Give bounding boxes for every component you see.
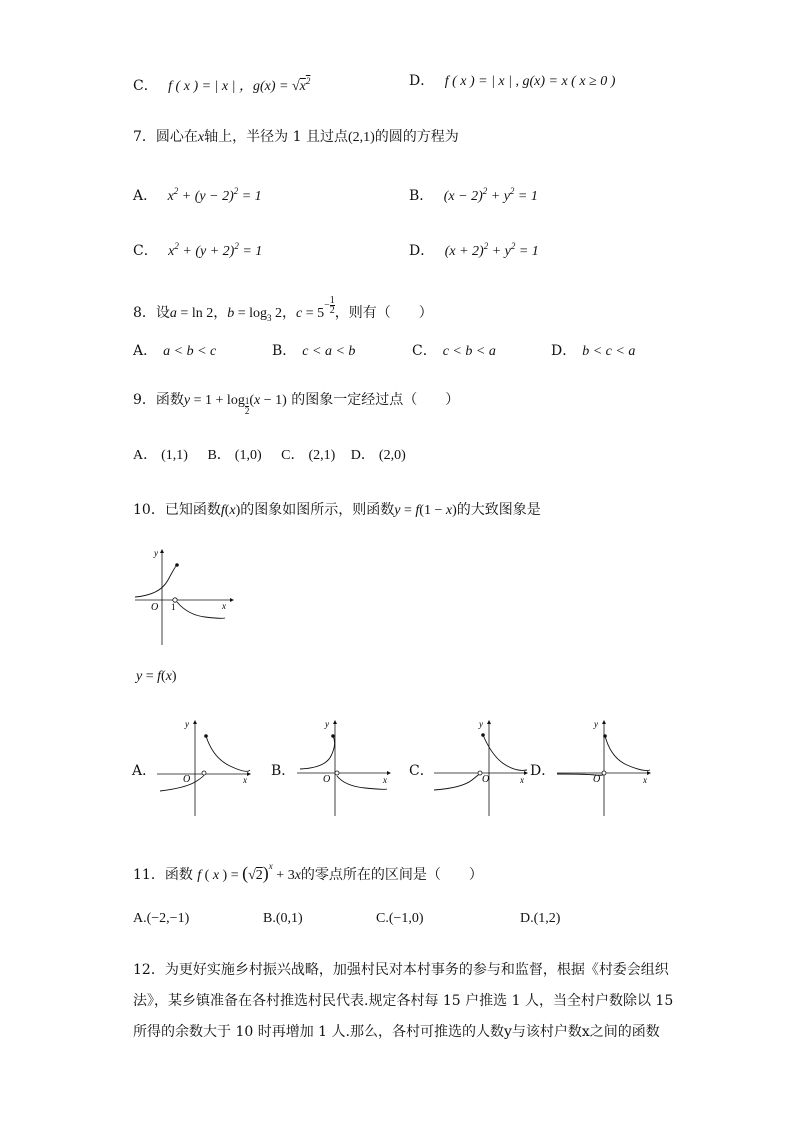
q10-graph-caption: y = f(x) (136, 669, 177, 684)
q11-option-d: D.(1,2) (520, 911, 561, 926)
q9-prefix: 9．函数 (133, 392, 184, 408)
q11-stem: 11．函数 f ( x ) = $(√2)^x + 3x$的零点所在的区间是（ ） (133, 861, 483, 883)
q7-a-label: A． (133, 188, 158, 204)
q12-line-3: 所得的余数大于 10 时再增加 1 人.那么，各村可推选的人数y与该村户数x之间的函数 (133, 1024, 660, 1040)
q6-option-d-label: D． (409, 73, 435, 89)
y-axis-label: y (154, 548, 158, 558)
closed-endpoint (175, 563, 179, 567)
q8-option-a: A． a < b < c (133, 343, 217, 359)
q8-stem: 8．设a = ln 2，$b = \log_3 2$，$c = 5^{- \frac{1}{2}}$ ，则有（ ） (133, 295, 433, 323)
curve-right (177, 602, 225, 618)
q10-main-graph (130, 545, 240, 650)
q8-prefix: 8．设 (133, 305, 170, 321)
svg-text:y: y (325, 719, 329, 729)
q7-b-label: B． (409, 188, 434, 204)
q8-option-c: C． c < b < a (412, 343, 496, 359)
q10-option-a-graph[interactable] (155, 716, 255, 821)
x-axis-label: x (222, 601, 226, 611)
q7-option-d: D． $(x + 2)^2 + y^2 = 1$ (409, 241, 539, 259)
q6-option-d-math: f ( x ) = | x | , g(x) = x ( x ≥ 0 ) (444, 74, 616, 89)
curve-left (135, 565, 177, 597)
svg-text:x: x (243, 775, 247, 785)
svg-text:O: O (323, 774, 331, 785)
svg-text:x: x (383, 775, 387, 785)
svg-text:x: x (643, 775, 647, 785)
q6-option-c (133, 71, 310, 97)
q10-option-b-label: B． (271, 763, 296, 779)
tick-one-label: 1 (171, 602, 176, 612)
q9-option-a: A． (1,1) (133, 448, 188, 463)
q7-option-b: B． $(x - 2)^2 + y^2 = 1$ (409, 186, 538, 204)
svg-text:x: x (520, 775, 524, 785)
svg-text:O: O (482, 774, 490, 785)
q8-option-d: D． b < c < a (551, 343, 636, 359)
q9-options (133, 446, 406, 466)
svg-text:y: y (185, 719, 189, 729)
open-endpoint (173, 598, 177, 602)
q8-suffix: ，则有（ ） (334, 305, 433, 321)
q8-option-b: B． c < a < b (272, 343, 356, 359)
q8-options (133, 341, 216, 362)
q9-option-c: C． (2,1) (281, 448, 336, 463)
q11-option-a: A.(−2,−1) (133, 911, 190, 926)
origin-label: O (151, 602, 159, 613)
q9-option-d: D． (2,0) (350, 448, 406, 463)
q6-option-c-math: f ( x ) = | x | ，$g(x) = √x^2$ (168, 76, 311, 94)
q10-option-c-label: C． (409, 763, 434, 779)
q10-option-b-graph[interactable] (295, 716, 395, 821)
q10-option-d-label: D． (530, 763, 556, 779)
q11-option-b: B.(0,1) (263, 911, 303, 926)
svg-text:O: O (593, 774, 601, 785)
q7-c-label: C． (133, 243, 158, 259)
q9-option-b: B． (1,0) (207, 448, 262, 463)
q7-option-c: C． $x^2 + (y + 2)^2 = 1$ (133, 241, 263, 259)
q7-d-label: D． (409, 243, 435, 259)
svg-text:O: O (183, 774, 191, 785)
svg-text:y: y (594, 719, 598, 729)
q11-option-c: C.(−1,0) (376, 911, 424, 926)
q10-option-d-graph[interactable] (555, 716, 655, 821)
svg-text:y: y (479, 719, 483, 729)
q7-stem: 7．圆心在x轴上，半径为 1 且过点(2,1)的圆的方程为 (133, 129, 459, 145)
q10-stem: 10．已知函数f(x)的图象如图所示，则函数y = f(1 − x)的大致图象是 (133, 502, 541, 518)
q9-suffix: 的图象一定经过点（ ） (291, 392, 460, 408)
q12-line-1: 12．为更好实施乡村振兴战略，加强村民对本村事务的参与和监督，根据《村委会组织 (133, 962, 669, 978)
q9-stem: 9．函数y = 1 + log $\frac{1}{2}$ (x − 1) 的图象一定经过点（ ） (133, 392, 460, 416)
q6-option-d (409, 71, 615, 92)
q7-option-a: A． $x^2 + (y - 2)^2 = 1$ (133, 186, 262, 204)
q6-option-c-label: C． (133, 78, 158, 94)
q12-line-2: 法》，某乡镇准备在各村推选村民代表.规定各村每 15 户推选 1 人，当全村户数除以 15 (133, 993, 674, 1009)
q10-option-a-label: A． (132, 763, 157, 779)
q10-option-c-graph[interactable] (432, 716, 532, 821)
